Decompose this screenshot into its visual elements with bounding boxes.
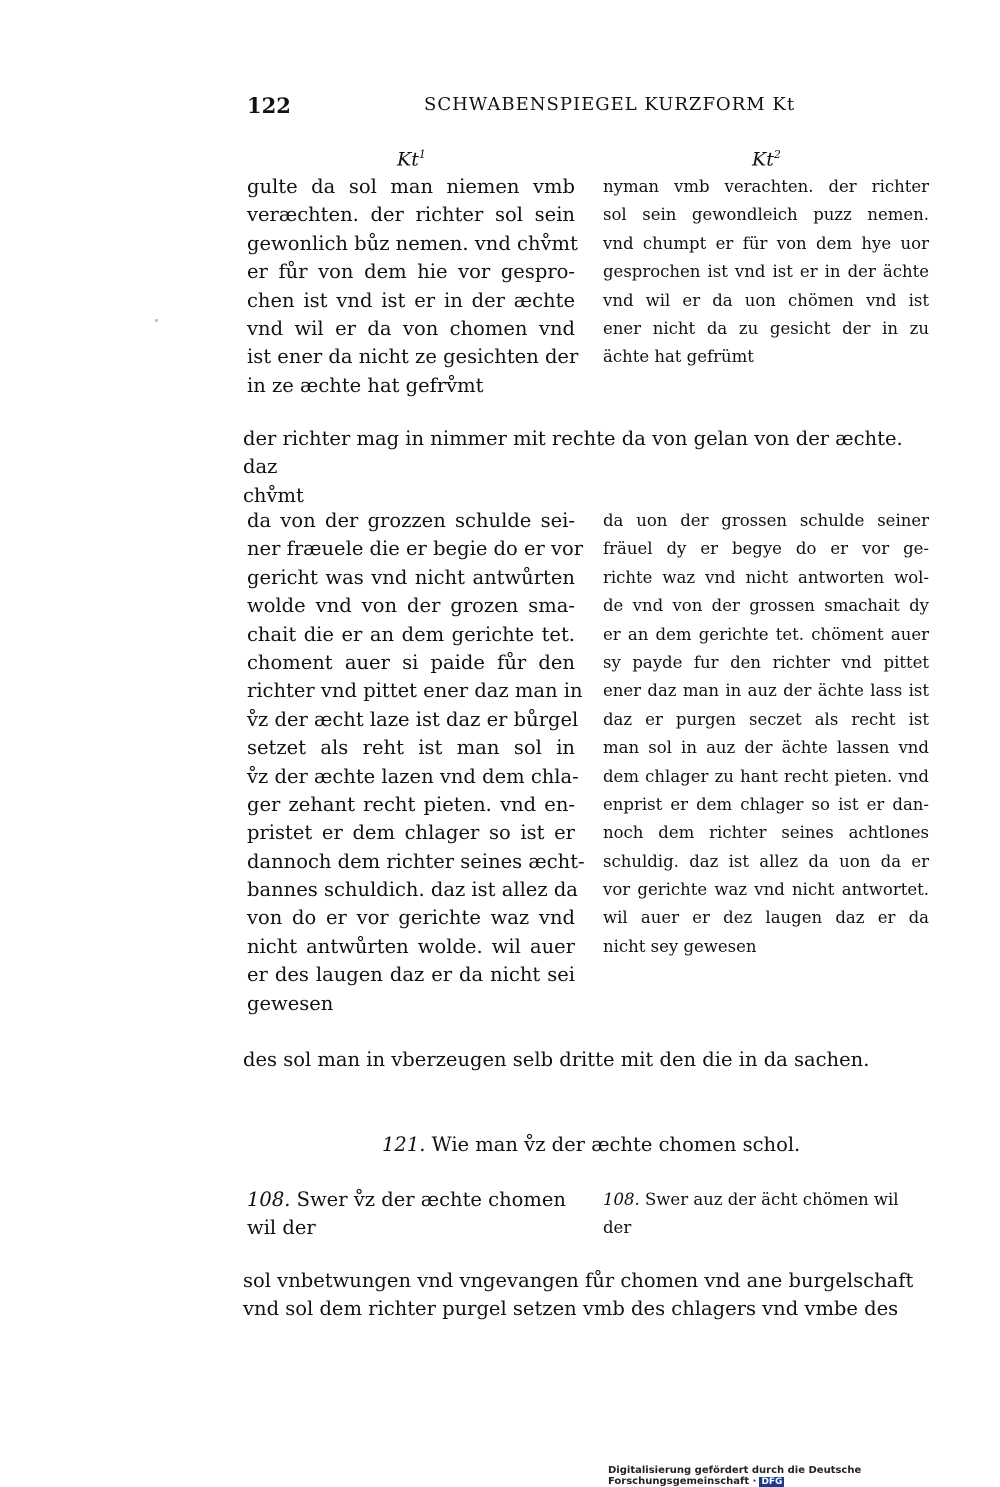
text-line: vnd wil er da uon chömen vnd ist xyxy=(603,290,929,310)
text-line: da von der grozzen schulde sei- xyxy=(247,509,575,532)
text-line: chait die er an dem gerichte tet. xyxy=(247,622,575,646)
block2-left-column xyxy=(247,507,585,1018)
shared-text-3 xyxy=(243,1267,933,1324)
text-line: ener nicht da zu gesicht der in zu xyxy=(603,318,929,338)
block1-right-column xyxy=(603,173,929,372)
text-line: richter vnd pittet ener daz man in xyxy=(247,679,583,703)
text-line: gulte da sol man niemen vmb xyxy=(247,175,575,198)
text-line: von do er vor gerichte waz vnd xyxy=(247,906,575,930)
text-line: setzet als reht ist man sol in xyxy=(247,736,575,760)
text-line: vnd chumpt er für von dem hye uor xyxy=(603,233,929,253)
dfg-logo-icon: DFG xyxy=(761,1477,783,1487)
block3-right-column xyxy=(603,1186,929,1243)
text-line: gewesen xyxy=(247,991,334,1015)
text-line: vor gerichte waz vnd nicht antwortet. xyxy=(603,880,929,900)
text-line: 108. Swer auz der ächt chömen wil xyxy=(603,1190,899,1209)
text-line: enprist er dem chlager so ist er dan- xyxy=(603,794,929,814)
text-line: daz er purgen seczet als recht ist xyxy=(603,709,929,729)
text-line: fräuel dy er begye do er vor ge- xyxy=(603,539,929,559)
text-line: v̊z der æcht laze ist daz er bůrgel xyxy=(247,707,579,731)
text-line: ner fræuele die er begie do er vor xyxy=(247,537,584,561)
block1-left-column xyxy=(247,173,579,400)
column-heading-kt2: Kt$^2$ xyxy=(752,148,781,171)
text-line: der xyxy=(603,1218,632,1238)
text-line: bannes schuldich. daz ist allez da xyxy=(247,878,578,902)
text-line: er des laugen daz er da nicht sei xyxy=(247,963,575,987)
shared-text-2: des sol man in vberzeugen selb dritte mit den die in da sachen. xyxy=(243,1048,870,1071)
text-line: er an dem gerichte tet. chöment auer xyxy=(603,624,929,644)
text-line: gericht was vnd nicht antwůrten xyxy=(247,565,575,589)
text-line: chv̊mt xyxy=(243,483,304,507)
page-number: 122 xyxy=(247,93,291,118)
text-line: da uon der grossen schulde seiner xyxy=(603,511,929,530)
block3-left-column xyxy=(247,1186,575,1243)
text-line: noch dem richter seines achtlones xyxy=(603,823,929,843)
text-line: ist ener da nicht ze gesichten der xyxy=(247,345,579,369)
section-title: Wie man v̊z der æchte chomen schol. xyxy=(431,1133,801,1156)
text-line: ger zehant recht pieten. vnd en- xyxy=(247,792,575,816)
footer-text: Digitalisierung gefördert durch die Deutsche Forschungsgemeinschaft · xyxy=(608,1465,862,1487)
text-line: gesprochen ist vnd ist er in der ächte xyxy=(603,262,929,282)
text-line: gewonlich bůz nemen. vnd chv̊mt xyxy=(247,231,578,255)
text-line: nicht sey gewesen xyxy=(603,936,757,956)
text-line: dem chlager zu hant recht pieten. vnd xyxy=(603,766,929,786)
running-title: SCHWABENSPIEGEL KURZFORM Kt xyxy=(424,94,796,115)
text-line: ener daz man in auz der ächte lass ist xyxy=(603,681,929,701)
text-line: chen ist vnd ist er in der æchte xyxy=(247,288,575,312)
text-line: nyman vmb verachten. der richter xyxy=(603,177,929,196)
text-line: wil auer er dez laugen daz er da xyxy=(603,908,929,928)
text-line: v̊z der æchte lazen vnd dem chla- xyxy=(247,764,579,788)
text-line: sol vnbetwungen vnd vngevangen fůr chomen vnd ane burgelschaft xyxy=(243,1269,914,1292)
section-number: 121. xyxy=(382,1133,426,1156)
text-line: richte waz vnd nicht antworten wol- xyxy=(603,567,929,587)
text-line: veræchten. der richter sol sein xyxy=(247,203,575,227)
text-line: pristet er dem chlager so ist er xyxy=(247,821,575,845)
text-line: in ze æchte hat gefrv̊mt xyxy=(247,373,484,397)
paragraph-number: 108. xyxy=(247,1188,291,1211)
text-line: der richter mag in nimmer mit rechte da von gelan von der æchte. daz xyxy=(243,427,903,479)
digitization-footer xyxy=(608,1465,1000,1487)
shared-text-1 xyxy=(243,425,933,510)
text-line: de vnd von der grossen smachait dy xyxy=(603,596,929,616)
column-heading-kt1: Kt$^1$ xyxy=(397,148,426,171)
text-line: choment auer si paide fůr den xyxy=(247,650,575,674)
text-line: schuldig. daz ist allez da uon da er xyxy=(603,851,929,871)
text-line: 108. Swer v̊z der æchte chomen xyxy=(247,1188,566,1211)
text-line: er fůr von dem hie vor gespro- xyxy=(247,260,575,284)
section-heading xyxy=(382,1133,800,1156)
text-line: vnd sol dem richter purgel setzen vmb des chlagers vnd vmbe des xyxy=(243,1297,899,1321)
text-line: sy payde fur den richter vnd pittet xyxy=(603,652,929,672)
text-line: man sol in auz der ächte lassen vnd xyxy=(603,738,929,758)
block2-right-column xyxy=(603,507,929,961)
text-line: nicht antwůrten wolde. wil auer xyxy=(247,934,575,958)
text-line: sol sein gewondleich puzz nemen. xyxy=(603,205,929,225)
paragraph-number: 108. xyxy=(603,1190,640,1209)
text-line: wil der xyxy=(247,1216,316,1240)
text-line: wolde vnd von der grozen sma- xyxy=(247,594,575,618)
scan-speck xyxy=(155,319,158,322)
text-line: dannoch dem richter seines æcht- xyxy=(247,849,585,873)
text-line: ächte hat gefrümt xyxy=(603,347,754,367)
text-line: vnd wil er da von chomen vnd xyxy=(247,316,575,340)
